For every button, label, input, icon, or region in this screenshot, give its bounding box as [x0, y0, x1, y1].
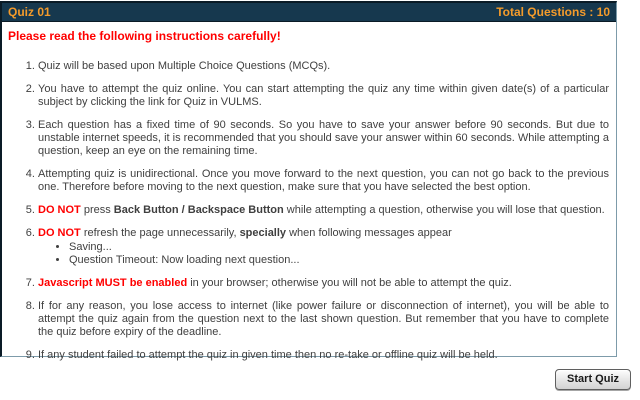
- instruction-text-segment: If any student failed to attempt the quiz in given time then no re-take or offline quiz will be held.: [38, 349, 498, 361]
- instructions-heading: Please read the following instructions carefully!: [8, 29, 281, 43]
- instruction-item: [38, 168, 610, 194]
- instruction-item: [38, 60, 610, 73]
- instruction-item: [38, 277, 610, 290]
- instructions-list: [8, 60, 610, 362]
- instruction-text-segment: when following messages appear: [286, 227, 452, 239]
- instruction-item: [38, 83, 610, 109]
- instruction-text-segment: You have to attempt the quiz online. You can start attempting the quiz any time within given date(s) of a particular subject by clicking the link for Quiz in VULMS.: [38, 83, 609, 108]
- instruction-item: [38, 119, 610, 158]
- instruction-text-segment: in your browser; otherwise you will not be able to attempt the quiz.: [187, 277, 512, 289]
- instruction-text-segment: press: [80, 204, 114, 216]
- instruction-text-segment: Quiz will be based upon Multiple Choice Questions (MCQs).: [38, 60, 331, 72]
- instruction-item: [38, 349, 610, 362]
- instruction-text-segment: DO NOT: [38, 204, 81, 216]
- instruction-text-segment: Back Button / Backspace Button: [113, 204, 284, 216]
- instruction-text-segment: Javascript MUST be enabled: [38, 277, 188, 289]
- start-quiz-button[interactable]: Start Quiz: [555, 369, 631, 390]
- instruction-item: [38, 300, 610, 339]
- instruction-sub-item: • Question Timeout: Now loading next question...: [69, 254, 609, 267]
- instruction-text-segment: Each question has a fixed time of 90 seconds. So you have to save your answer before 90 seconds. But due to unstable internet speeds, it is recommended that you should save your answer within 60 seconds. While attempting a question, keep an eye on the remaining time.: [38, 119, 609, 157]
- instructions-content: [2, 22, 616, 362]
- footer-bar: [0, 369, 631, 390]
- instruction-text-segment: while attempting a question, otherwise you will lose that question.: [283, 204, 605, 216]
- instruction-sub-list: [55, 241, 609, 267]
- instruction-text-segment: Attempting quiz is unidirectional. Once you move forward to the next question, you can not go back to the previous one. Therefore before moving to the next question, make sure that you have selected the best option.: [38, 168, 609, 193]
- instruction-text-segment: specially: [239, 227, 287, 239]
- quiz-title: Quiz 01: [8, 5, 51, 19]
- instruction-text-segment: If for any reason, you lose access to internet (like power failure or disconnection of internet), you will be able to attempt the quiz again from the question next to the last shown question. But remember that you have to complete the quiz before expiry of the deadline.: [38, 300, 609, 338]
- title-bar: [2, 3, 616, 22]
- instruction-text-segment: DO NOT: [38, 227, 81, 239]
- instruction-item: [38, 227, 610, 267]
- total-questions-label: Total Questions : 10: [496, 5, 610, 19]
- instruction-item: [38, 204, 610, 217]
- quiz-instructions-window: [0, 1, 617, 361]
- instruction-text-segment: refresh the page unnecessarily,: [80, 227, 240, 239]
- instruction-sub-item: • Saving...: [69, 241, 609, 254]
